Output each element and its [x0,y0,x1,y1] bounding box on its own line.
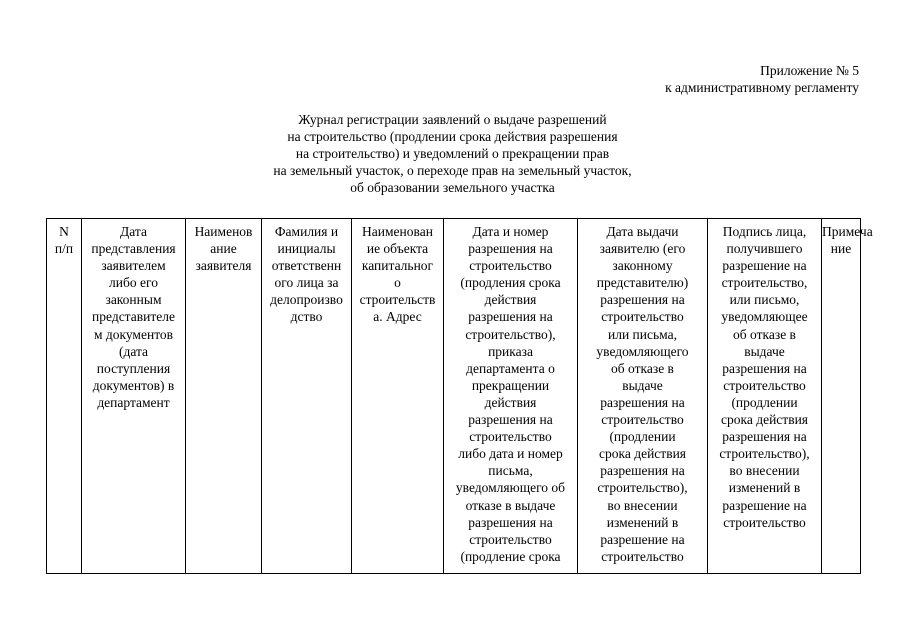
header-text-line: об отказе в [611,360,674,376]
header-text-line: ние [830,241,852,257]
header-text-line: либо его [109,275,158,291]
header-text-line: прекращении [471,377,550,393]
header-text-line: строительство [601,309,684,325]
header-text-line: строительство), [719,446,810,462]
appendix-number: Приложение № 5 [760,63,859,78]
header-text-line: получившего [726,241,803,257]
header-text-line: строительство), [597,480,688,496]
header-text-line: дство [290,309,323,325]
header-text-line: разрешение на [722,497,807,513]
header-text-line: во внесении [607,497,678,513]
header-text-line: или письма, [608,326,677,342]
header-text-line: департамента о [466,360,555,376]
column-header-submission-date [82,219,186,574]
title-line: на строительство) и уведомлений о прекращении прав [295,146,610,161]
appendix-reference: к административному регламенту [665,80,859,95]
header-text-line: ответственн [271,258,342,274]
header-text-line: строительство), [465,326,556,342]
header-text-line: уведомляющее [721,309,808,325]
header-text-line: выдаче [622,377,663,393]
header-text-line: Подпись лица, [722,224,807,239]
header-text-line: уведомляющего [596,343,689,359]
header-text-line: ие объекта [366,241,429,257]
header-text-line: Примеча [822,224,873,239]
title-line: на строительство (продлении срока действия разрешения [287,129,618,144]
header-text-line: разрешения на [468,241,553,257]
header-text-line: или письмо, [729,292,800,308]
header-text-line: ого лица за [274,275,339,291]
header-text-line: Фамилия и [274,224,339,239]
header-text-line: законным [105,292,162,308]
title-line: Журнал регистрации заявлений о выдаче разрешений [298,112,607,127]
header-text-line: (продлении [609,429,676,445]
header-text-line: действия [484,292,537,308]
header-text-line: представителю) [596,275,689,291]
header-text-line: либо дата и номер [458,446,563,462]
header-text-line: документов) в [92,377,175,393]
header-text-line: делопроизво [270,292,343,308]
table-header-row [47,219,861,574]
header-text-line: об отказе в [733,326,796,342]
header-text-line: заявителя [195,258,252,274]
header-text-line: строительство [601,548,684,564]
journal-table [46,218,873,574]
header-text-line: разрешения на [722,360,807,376]
header-text-line: м документов [93,326,174,342]
header-text-line: N [59,224,69,239]
header-text-line: изменений в [606,514,679,530]
column-header-applicant-name [186,219,262,574]
header-text-line: ание [210,241,237,257]
header-text-line: строительство [601,412,684,428]
header-text-line: уведомляющего об [455,480,566,496]
header-text-line: срока действия [599,446,686,462]
header-text-line: Наименован [362,224,433,239]
header-text-line: законному [612,258,673,274]
header-text-line: разрешения на [722,429,807,445]
header-text-line: а. Адрес [373,309,422,325]
header-text-line: разрешения на [468,412,553,428]
header-text-line: представления [91,241,176,257]
header-text-line: строительство [469,429,552,445]
header-text-line: (дата [118,343,149,359]
column-header-responsible-person [262,219,352,574]
title-line: об образовании земельного участка [350,180,555,195]
header-text-line: разрешение на [722,258,807,274]
header-text-line: изменений в [728,480,801,496]
header-text-line: инициалы [277,241,336,257]
column-header-recipient-signature [708,219,822,574]
header-text-line: п/п [54,241,74,257]
header-text-line: строительств [359,292,436,308]
header-text-line: письма, [488,463,533,479]
column-header-permit-date-number [444,219,578,574]
column-header-number [47,219,82,574]
column-header-issue-date [578,219,708,574]
header-text-line: строительство [723,514,806,530]
header-text-line: о [394,275,401,291]
header-text-line: разрешения на [468,514,553,530]
header-text-line: (продлении [731,394,798,410]
header-text-line: строительство [723,377,806,393]
header-text-line: разрешение на [600,531,685,547]
column-header-note [822,219,873,574]
header-text-line: разрешения на [600,292,685,308]
journal-title [0,111,905,196]
header-text-line: выдаче [744,343,785,359]
header-text-line: разрешения на [600,463,685,479]
header-text-line: поступления [96,360,171,376]
header-text-line: действия [484,394,537,410]
header-text-line: (продления срока [460,275,561,291]
header-text-line: Наименов [194,224,253,239]
header-text-line: строительство, [721,275,808,291]
header-text-line: отказе в выдаче [465,497,556,513]
header-text-line: во внесении [729,463,800,479]
header-text-line: представителе [92,309,175,325]
column-header-object-name [352,219,444,574]
header-text-line: строительство [469,531,552,547]
header-text-line: Дата и номер [472,224,549,239]
header-text-line: (продление срока [460,548,561,564]
header-text-line: заявителю (его [599,241,686,257]
header-text-line: капитальног [361,258,434,274]
header-text-line: срока действия [721,412,808,428]
header-text-line: Дата [120,224,147,239]
appendix-header [665,62,859,96]
header-text-line: департамент [97,394,170,410]
header-text-line: приказа [488,343,533,359]
title-line: на земельный участок, о переходе прав на земельный участок, [273,163,632,178]
header-text-line: Дата выдачи [606,224,679,239]
header-text-line: разрешения на [468,309,553,325]
header-text-line: строительство [469,258,552,274]
header-text-line: разрешения на [600,394,685,410]
header-text-line: заявителем [101,258,166,274]
